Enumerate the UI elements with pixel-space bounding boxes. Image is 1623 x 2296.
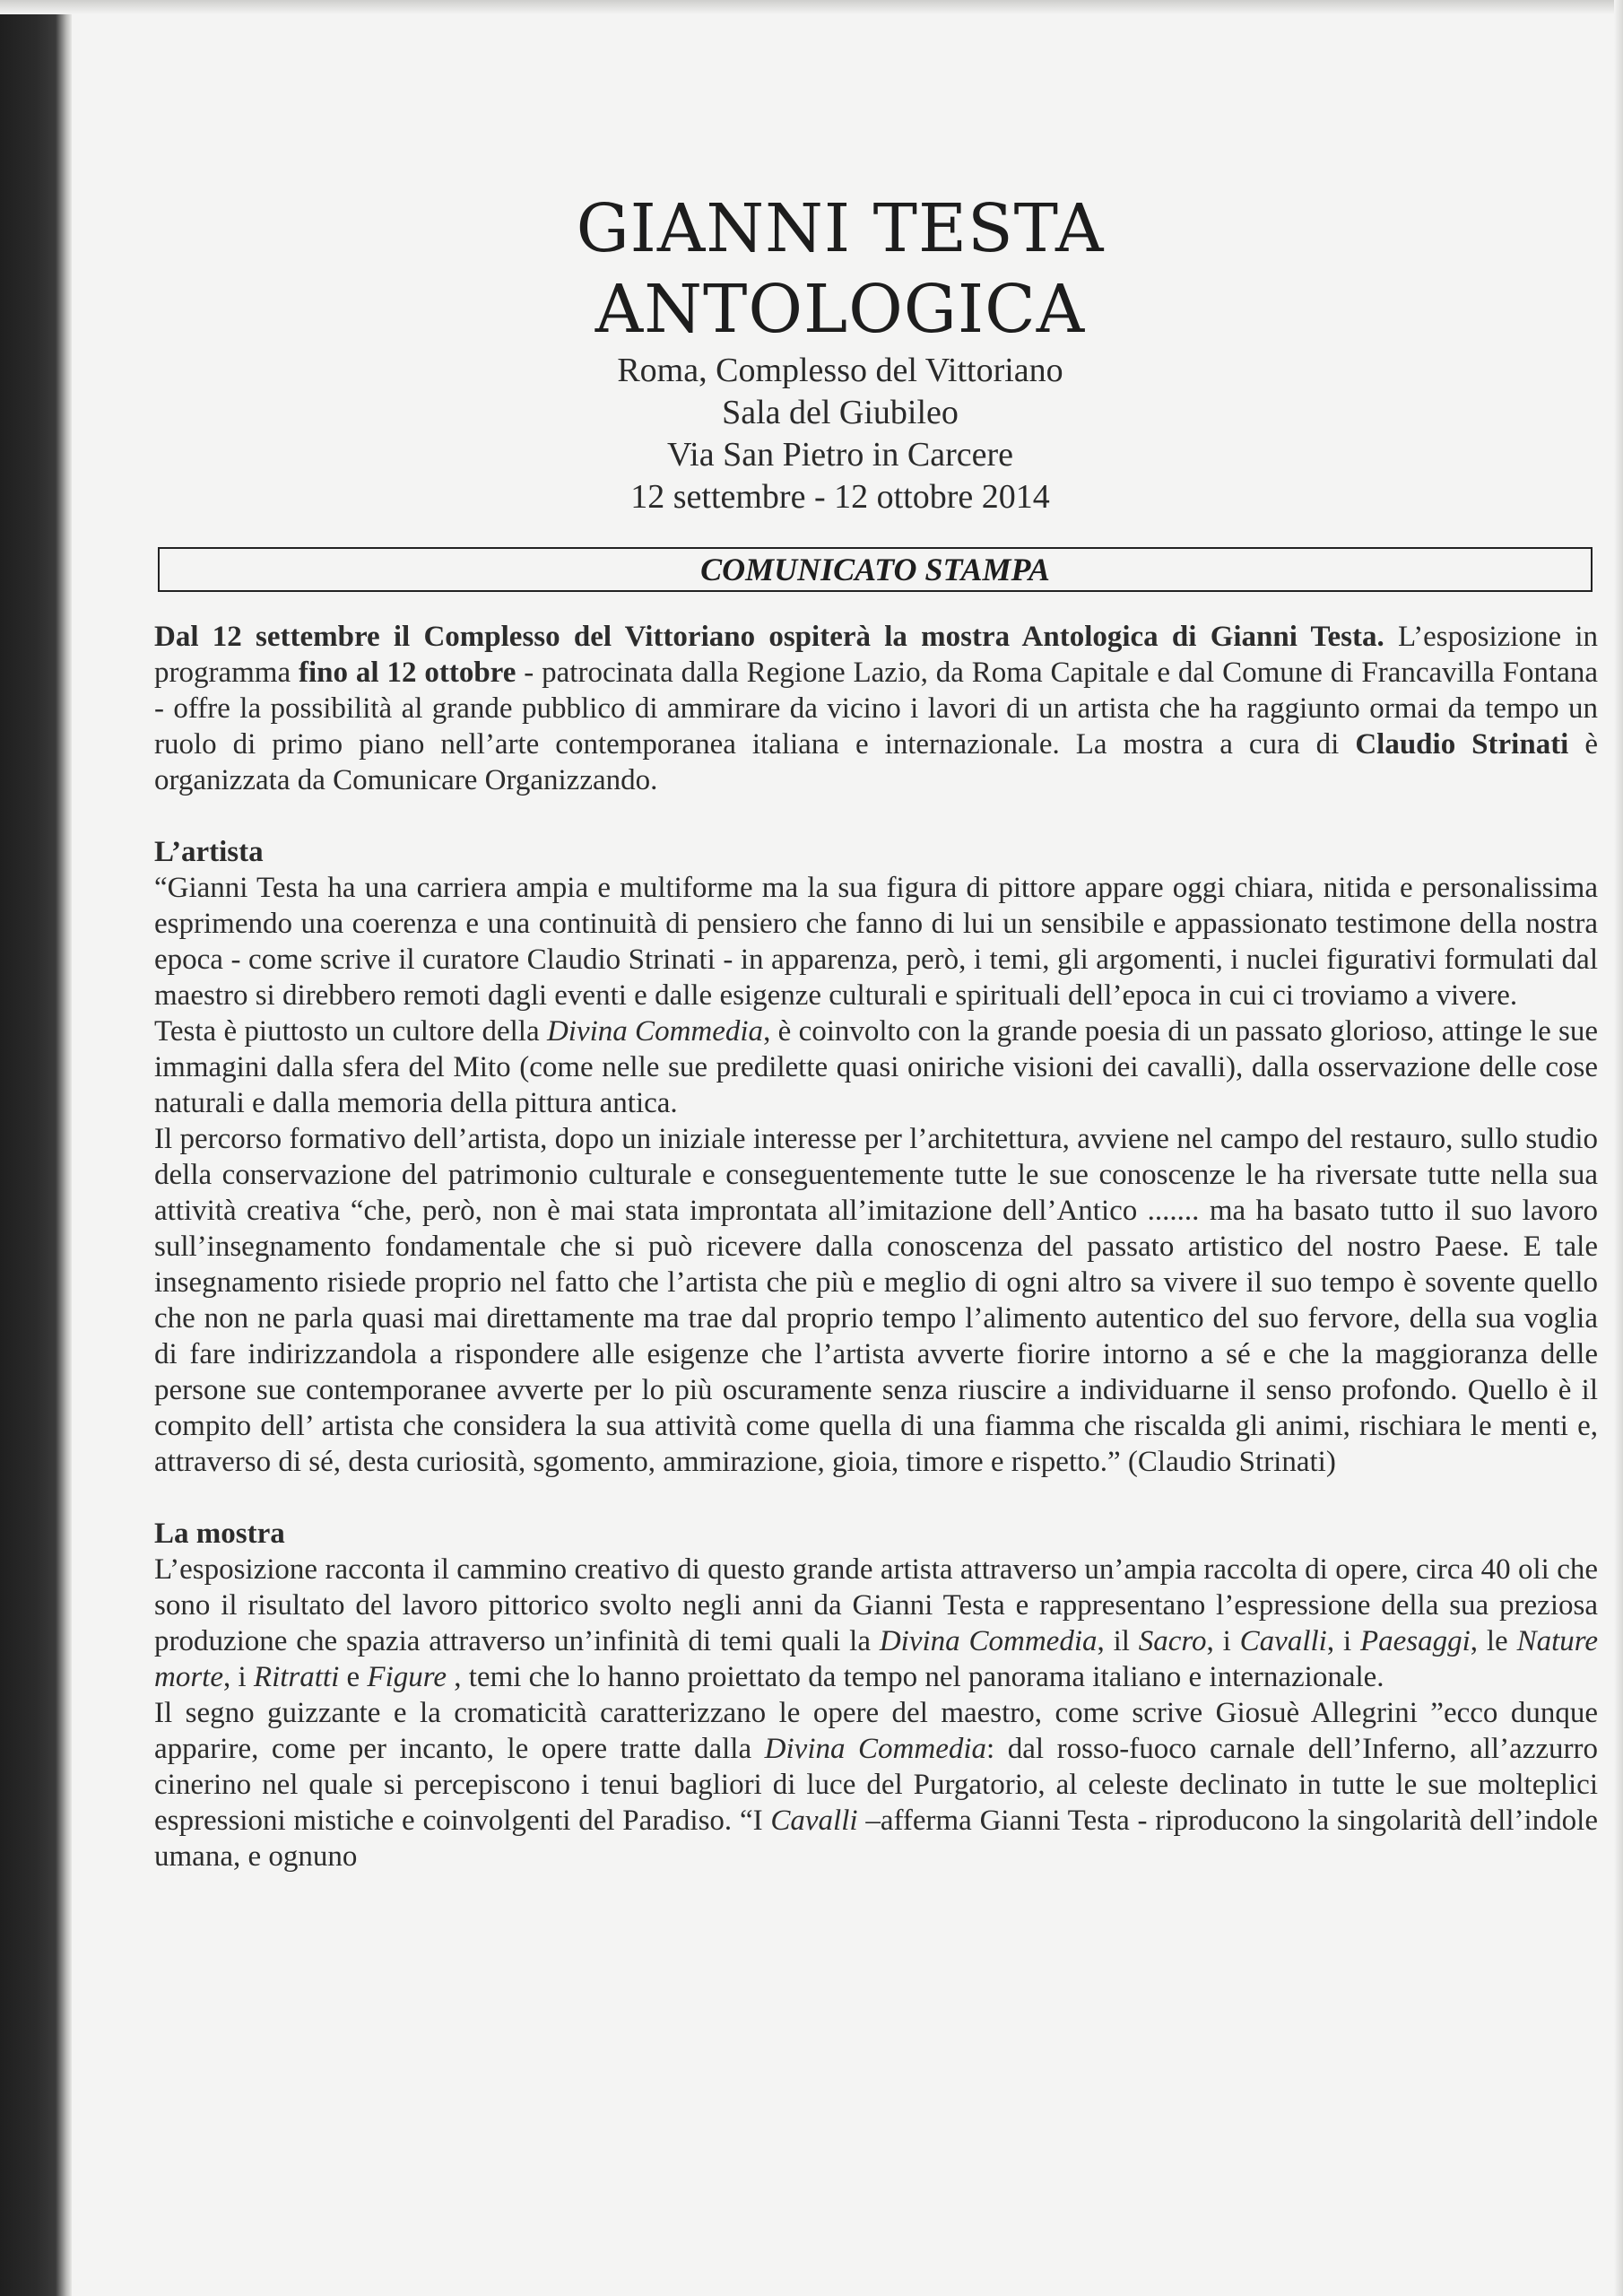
mostra-p1-text-4: , le	[1470, 1625, 1517, 1657]
mostra-p2-text-c: –afferma Gianni Testa - riproducono la singolarità dell’indole umana, e ognuno	[154, 1805, 1598, 1873]
scan-shadow-top	[0, 0, 1623, 14]
intro-bold-dates: fino al 12 ottobre	[299, 657, 516, 689]
mostra-p1-text-6: e	[339, 1661, 368, 1693]
mostra-paragraph-1	[154, 1552, 1598, 1695]
artista-p2-text-a: Testa è piuttosto un cultore della	[154, 1015, 547, 1048]
artista-p2-italic: Divina Commedia	[546, 1015, 764, 1048]
mostra-p1-italic-4: Paesaggi	[1359, 1625, 1471, 1657]
dates: 12 settembre - 12 ottobre 2014	[630, 478, 1050, 516]
intro-text-3: è organizzata da Comunicare Organizzando.	[154, 728, 1598, 796]
intro-lede: Dal 12 settembre il Complesso del Vittoriano ospiterà la mostra Antologica di Gianni Testa.	[154, 621, 1384, 653]
artista-paragraph-2	[154, 1013, 1598, 1121]
document-body	[154, 188, 1598, 1874]
mostra-p1-text-7: , temi che lo hanno proiettato da tempo nel panorama italiano e internazionale.	[447, 1661, 1384, 1693]
title-line-2: ANTOLOGICA	[595, 271, 1086, 348]
mostra-p1-italic-6: Ritratti	[253, 1661, 340, 1693]
mostra-p1-text-1: , il	[1097, 1625, 1139, 1657]
mostra-p1-italic-3: Cavalli	[1239, 1625, 1327, 1657]
venue: Roma, Complesso del Vittoriano	[617, 352, 1063, 389]
mostra-p1-italic-7: Figure	[367, 1661, 447, 1693]
artista-paragraph-3: Il percorso formativo dell’artista, dopo un iniziale interesse per l’architettura, avviene nel campo del restauro, sullo studio della conservazione del patrimonio culturale e conseguentemente tutte le sue conoscenze le ha riversate tutte nella sua attività creativa “che, però, non è mai stata improntata all’imitazione dell’Antico ....... ma ha basato tutto il suo lavoro sull’insegnamento fondamentale che si può ricevere dalla conoscenza del passato artistico del nostro Paese. E tale insegnamento risiede proprio nel fatto che l’artista che più e meglio di ogni altro sa vivere il suo tempo è sovente quello che non ne parla quasi mai direttamente ma trae dal proprio tempo l’alimento autentico del suo fervore, della sua voglia di fare indirizzandola a rispondere alle esigenze che l’artista avverte fiorire intorno a sé e che la maggioranza delle persone sue contemporanee avverte per lo più oscuramente senza riuscire a individuarne il senso profondo. Quello è il compito dell’ artista che considera la sua attività come quella di una fiamma che riscalda gli animi, rischiara le menti e, attraverso di sé, desta curiosità, sgomento, ammirazione, gioia, timore e rispetto.” (Claudio Strinati)	[154, 1123, 1598, 1478]
mostra-p1-italic-5: Nature morte	[154, 1625, 1599, 1693]
press-release-label: COMUNICATO STAMPA	[158, 547, 1593, 592]
title-line-1: GIANNI TESTA	[576, 190, 1105, 267]
mostra-p1-text-5: , i	[223, 1661, 254, 1693]
mostra-p2-text-a: Il segno guizzante e la cromaticità caratterizzano le opere del maestro, come scrive Giosuè Allegrini ”ecco dunque apparire, come per incanto, le opere tratte dalla	[154, 1697, 1598, 1765]
hall: Sala del Giubileo	[722, 394, 959, 431]
mostra-p1-text-2: , i	[1206, 1625, 1240, 1657]
scan-shadow-right	[1614, 0, 1623, 2296]
press-release-text	[154, 619, 1598, 1874]
mostra-p1-text-a: L’esposizione racconta il cammino creativo di questo grande artista attraverso un’ampia raccolta di opere, circa 40 oli che sono il risultato del lavoro pittorico svolto negli anni da Gianni Testa e rappresentano l’espressione della sua preziosa produzione che spazia attraverso un’infinità di temi quali la	[154, 1553, 1598, 1657]
mostra-p1-text-3: , i	[1326, 1625, 1360, 1657]
mostra-p2-text-b: : dal rosso-fuoco carnale dell’Inferno, all’azzurro cinerino nel quale si percepiscono i tenui bagliori di luce del Purgatorio, al celeste declinato in tutte le sue molteplici espressioni mistiche e coinvolgenti del Paradiso. “I	[154, 1733, 1598, 1837]
mostra-p1-italic-2: Sacro	[1138, 1625, 1207, 1657]
section-heading-artista: L’artista	[154, 836, 264, 868]
intro-text-1: L’esposizione in programma	[154, 621, 1598, 689]
mostra-p2-italic-2: Cavalli	[770, 1805, 858, 1837]
section-heading-mostra: La mostra	[154, 1518, 285, 1550]
mostra-p1-italic-1: Divina Commedia	[879, 1625, 1098, 1657]
intro-paragraph	[154, 619, 1598, 798]
artista-paragraph-1: “Gianni Testa ha una carriera ampia e multiforme ma la sua figura di pittore appare oggi chiara, nitida e personalissima esprimendo una coerenza e una continuità di pensiero che fanno di lui un sensibile e appassionato testimone della nostra epoca - come scrive il curatore Claudio Strinati - in apparenza, però, i temi, gli argomenti, i nuclei figurativi formulati dal maestro si direbbero remoti dagli eventi e dalle esigenze culturali e spirituali dell’epoca in cui ci troviamo a vivere.	[154, 872, 1598, 1012]
address: Via San Pietro in Carcere	[666, 436, 1014, 474]
mostra-paragraph-2	[154, 1695, 1598, 1874]
artista-p2-text-b: , è coinvolto con la grande poesia di un passato glorioso, attinge le sue immagini dalla sfera del Mito (come nelle sue predilette quasi oniriche visioni dei cavalli), dalla osservazione delle cose naturali e dalla memoria della pittura antica.	[154, 1015, 1599, 1119]
intro-bold-curator: Claudio Strinati	[1355, 728, 1569, 761]
intro-text-2: - patrocinata dalla Regione Lazio, da Roma Capitale e dal Comune di Francavilla Fontana - offre la possibilità al grande pubblico di ammirare da vicino i lavori di un artista che ha raggiunto ormai da tempo un ruolo di primo piano nell’arte contemporanea italiana e internazionale. La mostra a cura di	[154, 657, 1598, 761]
mostra-p2-italic-1: Divina Commedia	[764, 1733, 987, 1765]
document-header	[307, 188, 1374, 518]
scan-shadow-left	[0, 0, 72, 2296]
